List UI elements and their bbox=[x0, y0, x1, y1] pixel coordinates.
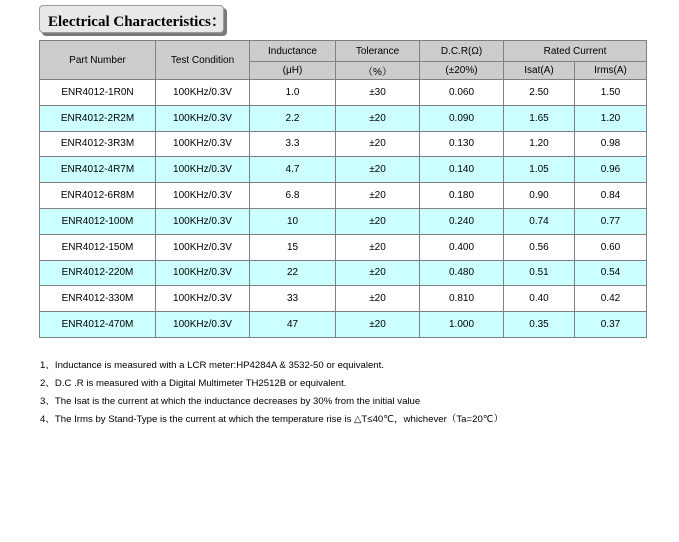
cell-inductance: 15 bbox=[250, 234, 336, 260]
cell-irms: 1.50 bbox=[575, 80, 647, 106]
cell-tolerance: ±20 bbox=[336, 234, 420, 260]
cell-dcr: 0.480 bbox=[420, 260, 504, 286]
cell-irms: 0.77 bbox=[575, 208, 647, 234]
note-item: 1、Inductance is measured with a LCR meter:HP4284A & 3532-50 or equivalent. bbox=[40, 360, 384, 371]
cell-tolerance: ±20 bbox=[336, 260, 420, 286]
cell-dcr: 0.130 bbox=[420, 131, 504, 157]
cell-dcr: 0.180 bbox=[420, 183, 504, 209]
table-row bbox=[40, 157, 647, 183]
cell-part-number: ENR4012-220M bbox=[40, 260, 156, 286]
table-row bbox=[40, 183, 647, 209]
table-row bbox=[40, 234, 647, 260]
cell-irms: 1.20 bbox=[575, 105, 647, 131]
cell-tolerance: ±20 bbox=[336, 286, 420, 312]
cell-inductance: 2.2 bbox=[250, 105, 336, 131]
table-row bbox=[40, 208, 647, 234]
cell-isat: 0.51 bbox=[504, 260, 575, 286]
cell-dcr: 0.810 bbox=[420, 286, 504, 312]
cell-isat: 0.56 bbox=[504, 234, 575, 260]
cell-isat: 1.05 bbox=[504, 157, 575, 183]
cell-irms: 0.37 bbox=[575, 312, 647, 338]
cell-inductance: 10 bbox=[250, 208, 336, 234]
cell-isat: 1.20 bbox=[504, 131, 575, 157]
header-dcr: D.C.R(Ω) bbox=[420, 41, 504, 62]
cell-irms: 0.98 bbox=[575, 131, 647, 157]
cell-irms: 0.96 bbox=[575, 157, 647, 183]
cell-tolerance: ±20 bbox=[336, 208, 420, 234]
cell-inductance: 3.3 bbox=[250, 131, 336, 157]
cell-dcr: 0.400 bbox=[420, 234, 504, 260]
notes-list bbox=[40, 357, 503, 429]
cell-irms: 0.84 bbox=[575, 183, 647, 209]
cell-inductance: 47 bbox=[250, 312, 336, 338]
electrical-characteristics-table bbox=[39, 40, 647, 338]
cell-inductance: 4.7 bbox=[250, 157, 336, 183]
table-row bbox=[40, 80, 647, 106]
cell-tolerance: ±20 bbox=[336, 183, 420, 209]
cell-dcr: 0.060 bbox=[420, 80, 504, 106]
note-item: 2、D.C .R is measured with a Digital Multimeter TH2512B or equivalent. bbox=[40, 378, 347, 389]
header-inductance: Inductance bbox=[250, 41, 336, 62]
cell-test-condition: 100KHz/0.3V bbox=[156, 131, 250, 157]
cell-isat: 2.50 bbox=[504, 80, 575, 106]
section-title-box bbox=[39, 5, 224, 33]
cell-isat: 0.74 bbox=[504, 208, 575, 234]
cell-dcr: 0.240 bbox=[420, 208, 504, 234]
table-row bbox=[40, 131, 647, 157]
cell-irms: 0.54 bbox=[575, 260, 647, 286]
cell-test-condition: 100KHz/0.3V bbox=[156, 286, 250, 312]
cell-isat: 1.65 bbox=[504, 105, 575, 131]
note-item: 3、The Isat is the current at which the inductance decreases by 30% from the initial value bbox=[40, 396, 421, 407]
cell-test-condition: 100KHz/0.3V bbox=[156, 105, 250, 131]
cell-inductance: 33 bbox=[250, 286, 336, 312]
cell-test-condition: 100KHz/0.3V bbox=[156, 183, 250, 209]
cell-isat: 0.35 bbox=[504, 312, 575, 338]
cell-part-number: ENR4012-3R3M bbox=[40, 131, 156, 157]
cell-irms: 0.60 bbox=[575, 234, 647, 260]
header-test-condition: Test Condition bbox=[156, 41, 250, 80]
cell-isat: 0.90 bbox=[504, 183, 575, 209]
cell-dcr: 0.140 bbox=[420, 157, 504, 183]
cell-test-condition: 100KHz/0.3V bbox=[156, 157, 250, 183]
cell-part-number: ENR4012-6R8M bbox=[40, 183, 156, 209]
cell-tolerance: ±30 bbox=[336, 80, 420, 106]
table-row bbox=[40, 286, 647, 312]
cell-isat: 0.40 bbox=[504, 286, 575, 312]
table-row bbox=[40, 260, 647, 286]
cell-part-number: ENR4012-330M bbox=[40, 286, 156, 312]
header-isat: Isat(A) bbox=[504, 62, 575, 80]
cell-dcr: 0.090 bbox=[420, 105, 504, 131]
cell-tolerance: ±20 bbox=[336, 131, 420, 157]
cell-test-condition: 100KHz/0.3V bbox=[156, 260, 250, 286]
header-irms: Irms(A) bbox=[575, 62, 647, 80]
cell-test-condition: 100KHz/0.3V bbox=[156, 234, 250, 260]
cell-part-number: ENR4012-2R2M bbox=[40, 105, 156, 131]
cell-test-condition: 100KHz/0.3V bbox=[156, 80, 250, 106]
header-part-number: Part Number bbox=[40, 41, 156, 80]
header-rated-current: Rated Current bbox=[504, 41, 647, 62]
section-title: Electrical Characteristics： bbox=[48, 14, 226, 30]
header-dcr-unit: (±20%) bbox=[420, 62, 504, 80]
cell-inductance: 1.0 bbox=[250, 80, 336, 106]
cell-irms: 0.42 bbox=[575, 286, 647, 312]
cell-part-number: ENR4012-100M bbox=[40, 208, 156, 234]
table-header-row bbox=[40, 41, 647, 62]
cell-inductance: 22 bbox=[250, 260, 336, 286]
cell-tolerance: ±20 bbox=[336, 312, 420, 338]
note-item: 4、The Irms by Stand-Type is the current at which the temperature rise is △T≤40℃，whichever（Ta=20℃） bbox=[40, 414, 504, 425]
cell-part-number: ENR4012-470M bbox=[40, 312, 156, 338]
cell-tolerance: ±20 bbox=[336, 157, 420, 183]
cell-tolerance: ±20 bbox=[336, 105, 420, 131]
cell-test-condition: 100KHz/0.3V bbox=[156, 208, 250, 234]
cell-test-condition: 100KHz/0.3V bbox=[156, 312, 250, 338]
cell-inductance: 6.8 bbox=[250, 183, 336, 209]
table-row bbox=[40, 105, 647, 131]
header-tolerance: Tolerance bbox=[336, 41, 420, 62]
header-inductance-unit: (μH) bbox=[250, 62, 336, 80]
table-row bbox=[40, 312, 647, 338]
cell-part-number: ENR4012-4R7M bbox=[40, 157, 156, 183]
cell-part-number: ENR4012-150M bbox=[40, 234, 156, 260]
header-tolerance-unit: （%） bbox=[336, 62, 420, 80]
cell-part-number: ENR4012-1R0N bbox=[40, 80, 156, 106]
cell-dcr: 1.000 bbox=[420, 312, 504, 338]
